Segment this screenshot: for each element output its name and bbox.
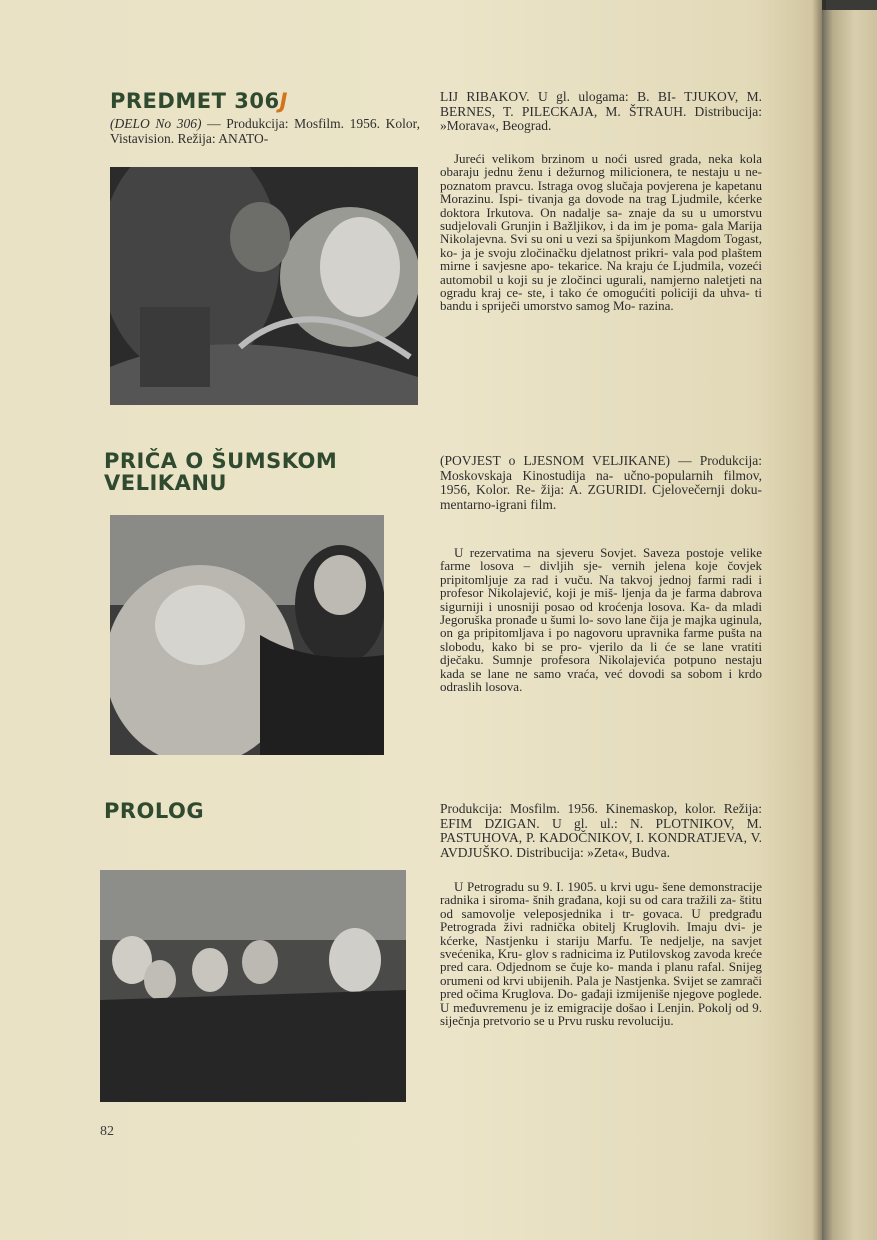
film-title-line-1: PRIČA O ŠUMSKOM bbox=[104, 449, 338, 473]
film-title-line-2: VELIKANU bbox=[104, 471, 227, 495]
credits-text: — Produkcija: Mosfilm. 1956. Kolor, Vistavision. Režija: ANATO- bbox=[110, 116, 420, 146]
film-title-prolog: PROLOG bbox=[104, 799, 205, 823]
photo-illustration bbox=[110, 515, 384, 755]
handwritten-mark: J bbox=[279, 89, 288, 113]
original-title: (DELO No 306) bbox=[110, 116, 202, 131]
film-still-prica-o-sumskom-velikanu bbox=[110, 515, 384, 755]
film-credits-prica-o-sumskom-velikanu: (POVJEST o LJESNOM VELJIKANE) — Produkcija: Moskovskaja Kinostudija na- učno-popularnih filmov, 1956, Kolor. Re- žija: A. ZGURIDI. Cjelovečernji doku- mentarno-igrani film. bbox=[440, 453, 762, 512]
film-credits-continued-predmet-306: LIJ RIBAKOV. U gl. ulogama: B. BI- TJUKOV, M. BERNES, T. PILECKAJA, M. ŠTRAUH. Distribucija: »Morava«, Beograd. bbox=[440, 89, 762, 133]
film-credits-prolog: Produkcija: Mosfilm. 1956. Kinemaskop, kolor. Režija: EFIM DZIGAN. U gl. ul.: N. PLOTNIKOV, M. PASTUHOVA, P. KADOČNIKOV, I. KONDRATJEVA, V. AVDJUŠKO. Distribucija: »Zeta«, Budva. bbox=[440, 801, 762, 860]
film-synopsis-predmet-306: Jureći velikom brzinom u noći usred grada, neka kola obaraju jednu ženu i dežurnog milicionera, te nestaju u ne- poznatom pravcu. Istraga ovog slučaja povjerena je kapetanu Morazinu. Ispi- tivanja ga dovode na trag Ljudmile, kćerke doktora Irkutova. On nadalje sa- znaje da su u umorstvu sudjelovali Grunjin i Bažljikov, i da im je poma- gala Marija Nikolajevna. Svi su oni u vezi sa špijunkom Magdom Togast, ko- ja je svoju zločinačku djelatnost prikri- vala pod plaštem mirne i savjesne apo- tekarice. Na kraju će Ljudmila, vozeći automobil u koji su je zločinci ugurali, namjerno naletjeti na ogradu kraj ce- ste, i tako će omogućiti policiji da uhva- ti bandu i spriječi umorstvo samog Mo- razina. bbox=[440, 151, 762, 314]
film-title-prica-o-sumskom-velikanu bbox=[104, 450, 337, 494]
film-still-prolog bbox=[100, 870, 406, 1102]
film-credits-predmet-306 bbox=[110, 117, 420, 146]
facing-page-edge bbox=[822, 10, 877, 1240]
photo-illustration bbox=[110, 167, 418, 405]
film-still-predmet-306 bbox=[110, 167, 418, 405]
photo-illustration bbox=[100, 870, 406, 1102]
film-synopsis-prica-o-sumskom-velikanu: U rezervatima na sjeveru Sovjet. Saveza postoje velike farme losova – divljih sje- vernih jelena koje čovjek pripitomljuje za rad i vuču. Na takvoj jednoj farmi radi i profesor Nikolajević, koji je miš- ljenja da je farma dabrova sigurniji i unosniji posao od kroćenja losova. Ka- da mladi Jegoruška pronađe u šumi lo- sovo lane čija je majka uginula, on ga pripitomljava i po nagovoru upravnika farme pušta na slobodu, kako bi se pro- vjerilo da li će se lane vratiti dječaku. Sumnje profesora Nikolajevića potpuno nestaju kada se lane ne samo vraća, već dovodi sa sobom i krdo odraslih losova. bbox=[440, 545, 762, 695]
film-synopsis-prolog: U Petrogradu su 9. I. 1905. u krvi ugu- šene demonstracije radnika i siroma- šnih građana, koji su od cara tražili za- štitu od samovolje veleposjednika i tr- govaca. U predgrađu Petrograda živi radnička obitelj Kruglovih. Imaju dvi- je kćerke, Nastjenku i stariju Marfu. Te nedjelje, na savjet svećenika, Kru- glov s radnicima iz Putilovskog zavoda kreće pred cara. Odjednom se čuje ko- manda i planu rafal. Snijeg orumeni od krvi ubijenih. Pala je Nastjenka. Svijet se zamrači pred očima Kruglova. Do- gađaji izmijeniše njegove poglede. U međuvremenu je iz emigracije došao i Lenjin. Pokolj od 9. siječnja pretvorio se u Prvu rusku revoluciju. bbox=[440, 879, 762, 1029]
page-number: 82 bbox=[100, 1124, 114, 1139]
film-title-text: PREDMET 306 bbox=[110, 89, 280, 113]
film-title-predmet-306 bbox=[110, 90, 288, 112]
